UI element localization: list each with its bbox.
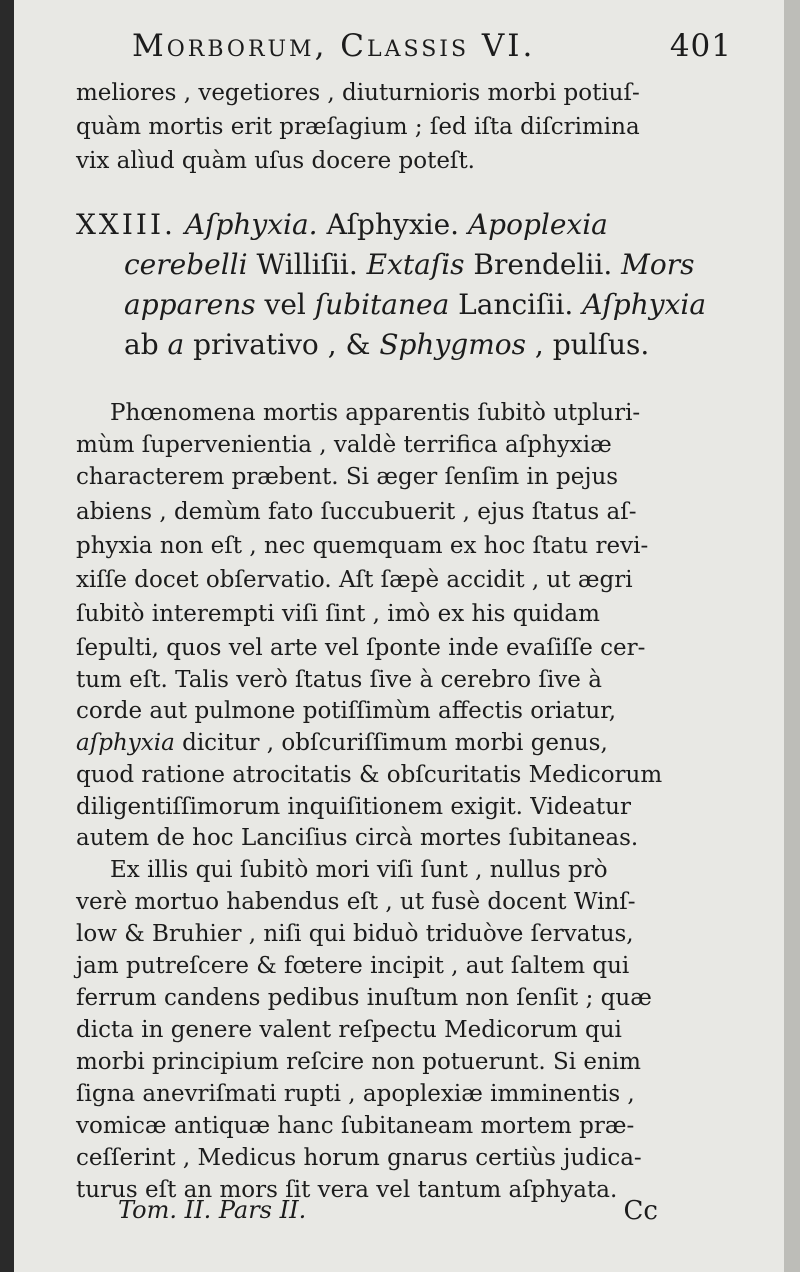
text-line: Ex illis qui ſubitò mori viſi ſunt , nullus prò — [110, 857, 608, 883]
text-line: low & Bruhier , niſi qui biduò triduòve ſervatus, — [76, 921, 634, 947]
heading-term: Apoplexia — [459, 208, 608, 241]
book-page — [14, 0, 784, 1272]
text-line: Phœnomena mortis apparentis ſubitò utpluri- — [110, 400, 641, 426]
heading-term: cerebelli — [124, 248, 248, 281]
text-run: dicitur , obſcuriſſimum morbi genus, — [174, 730, 608, 756]
text-line: vomicæ antiquæ hanc ſubitaneam mortem præ- — [76, 1113, 635, 1139]
text-line: corde aut pulmone potiſſimùm affectis oriatur, — [76, 698, 617, 724]
page-number: 401 — [669, 28, 732, 64]
text-line — [76, 726, 736, 760]
heading-term: , pulſus. — [526, 328, 650, 361]
running-title: Morborum, Classis VI. — [132, 28, 536, 64]
text-line: verè mortuo habendus eſt , ut fusè docent Winſ- — [76, 889, 636, 915]
text-line: ſepulti, quos vel arte vel ſponte inde evaſiſſe cer- — [76, 635, 646, 661]
running-header — [132, 28, 732, 72]
heading-term: Aſphyxia — [573, 288, 707, 321]
text-line: dicta in genere valent reſpectu Medicorum qui — [76, 1017, 622, 1043]
text-line: jam putreſcere & fœtere incipit , aut ſaltem qui — [76, 953, 630, 979]
text-line: turus eſt an mors ſit vera vel tantum aſphyata. — [76, 1177, 618, 1203]
heading-term: Brendelii. — [464, 248, 613, 281]
page-edge — [784, 0, 800, 1272]
text-line: abiens , demùm fato ſuccubuerit , ejus ſtatus aſ- — [76, 499, 637, 525]
heading-line — [76, 205, 736, 245]
heading-line — [124, 285, 784, 325]
text-line: quàm mortis erit præſagium ; ſed iſta diſcrimina — [76, 114, 640, 140]
heading-term: Extaſis — [357, 248, 465, 281]
heading-term: vel — [255, 288, 315, 321]
heading-term: privativo , & — [184, 328, 380, 361]
heading-term: Aſphyxia. — [184, 208, 318, 241]
heading-term: ſubitanea — [314, 288, 450, 321]
heading-term: Williſii. — [247, 248, 358, 281]
text-line: ceſſerint , Medicus horum gnarus certiùs judica- — [76, 1145, 642, 1171]
text-line: morbi principium reſcire non potuerunt. Si enim — [76, 1049, 641, 1075]
volume-note: Tom. II. Pars II. — [118, 1196, 307, 1224]
text-line: mùm ſupervenientia , valdè terrifica aſphyxiæ — [76, 432, 612, 458]
heading-line — [124, 325, 784, 365]
text-line: autem de hoc Lanciſius circà mortes ſubitaneas. — [76, 825, 639, 851]
italic-term: aſphyxia — [76, 730, 175, 756]
signature-mark: Cc — [623, 1196, 658, 1226]
text-line: phyxia non eſt , nec quemquam ex hoc ſtatu revi- — [76, 533, 649, 559]
section-number: XXIII. — [76, 208, 176, 241]
text-line: tum eſt. Talis verò ſtatus ſive à cerebro ſive à — [76, 667, 602, 693]
text-line: ſubitò interempti viſi ſint , imò ex his quidam — [76, 601, 600, 627]
text-line: characterem præbent. Si æger ſenſim in pejus — [76, 464, 619, 490]
text-line: xiſſe docet obſervatio. Aſt ſæpè accidit , ut ægri — [76, 567, 633, 593]
heading-term: apparens — [124, 288, 256, 321]
text-line: ſigna anevriſmati rupti , apoplexiæ imminentis , — [76, 1081, 635, 1107]
text-line: quod ratione atrocitatis & obſcuritatis Medicorum — [76, 762, 663, 788]
heading-term: a — [167, 328, 185, 361]
heading-term: Aſphyxie. — [317, 208, 460, 241]
page-footer — [118, 1196, 658, 1232]
text-line: meliores , vegetiores , diuturnioris morbi potiuſ- — [76, 80, 640, 106]
heading-term: Mors — [612, 248, 695, 281]
text-line: ferrum candens pedibus inuſtum non ſenſit ; quæ — [76, 985, 652, 1011]
heading-term: Sphygmos — [379, 328, 526, 361]
heading-line — [124, 245, 784, 285]
text-line: vix alìud quàm uſus docere poteſt. — [76, 148, 475, 174]
heading-term: ab — [124, 328, 168, 361]
text-line: diligentiſſimorum inquiſitionem exigit. Videatur — [76, 794, 631, 820]
heading-term: Lanciſii. — [449, 288, 574, 321]
